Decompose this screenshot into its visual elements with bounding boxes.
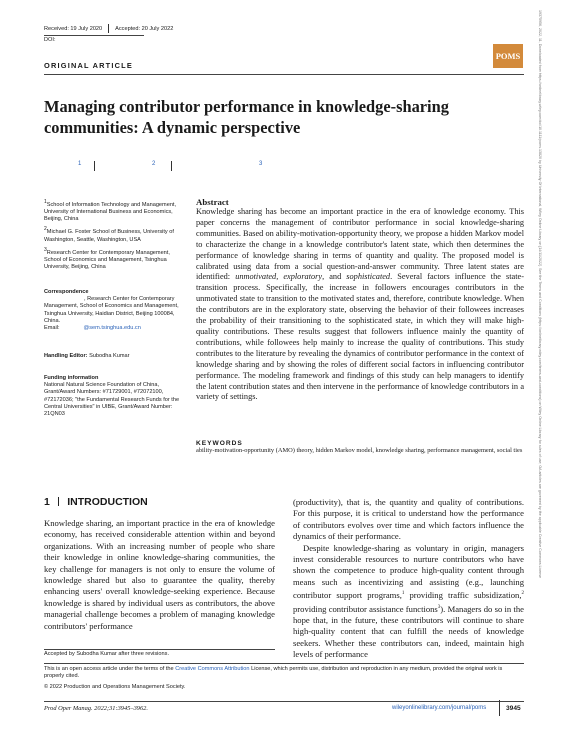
- funding-heading: Funding information: [44, 375, 99, 381]
- section-rule: [44, 74, 524, 75]
- state-exploratory: exploratory: [283, 272, 323, 282]
- page-separator: [499, 700, 500, 716]
- correspondence-heading: Correspondence: [44, 289, 89, 295]
- footnote-rule: [44, 649, 275, 650]
- poms-logo: [493, 44, 523, 68]
- article-title: [44, 96, 514, 138]
- affiliation-1: [44, 199, 184, 223]
- title-line-1: Managing contributor performance in knowledge-sharing: [44, 97, 449, 116]
- handling-editor: [44, 353, 184, 360]
- affiliation-num: 1: [44, 199, 47, 205]
- para-part: providing contributor assistance functions: [293, 603, 438, 614]
- affiliation-2: [44, 226, 184, 243]
- header-rule: [44, 35, 144, 36]
- accepted-date: Accepted: 20 July 2022: [115, 25, 174, 32]
- intro-right-column: [293, 497, 524, 660]
- license-text: [44, 666, 524, 680]
- funding-text: National Natural Science Foundation of China, Grant/Award Numbers: #71729001, #72072100, #72172036; "the Fundamental Research Funds for the Central Universities" in UIBE, Grant/Award Number: 21QN03: [44, 382, 180, 418]
- journal-url-link[interactable]: wileyonlinelibrary.com/journal/poms: [392, 705, 487, 711]
- accepted-by: Accepted by Subodha Kumar after three revisions.: [44, 651, 169, 657]
- keywords-text: ability-motivation-opportunity (AMO) theory, hidden Markov model, knowledge sharing, performance management, social ties: [196, 447, 523, 454]
- intro-right-para-1: (productivity), that is, the quantity and quality of contributions. For this purpose, it is critical to understand how the performance of contributors evolves over time and which factors influence the dynamics of their performance.: [293, 497, 524, 542]
- journal-citation: Prod Oper Manag. 2022;31:3945–3962.: [44, 705, 148, 712]
- para-part: Despite knowledge-sharing as voluntary in origin, managers invest considerable resources to nurture contributors who have shown the competence to produce high-quality content through means such as incentivizing and assisting (e.g., launching contributor support programs,: [293, 542, 524, 601]
- abstract-text: [196, 207, 524, 403]
- received-date: Received: 19 July 2020: [44, 25, 103, 32]
- abstract-block: [196, 197, 524, 403]
- section-label: ORIGINAL ARTICLE: [44, 61, 133, 70]
- page-number: 3945: [506, 705, 521, 712]
- email-link[interactable]: @sem.tsinghua.edu.cn: [83, 325, 141, 332]
- keywords-block: [196, 440, 524, 455]
- side-margin: [534, 10, 542, 735]
- affiliation-text: School of Information Technology and Management, University of International Business and Economics, Beijing, China: [44, 201, 177, 223]
- funding-block: [44, 375, 184, 418]
- license-part: This is an open access article under the terms of the: [44, 666, 176, 672]
- abstract-part: , and: [322, 272, 347, 282]
- intro-right-para-2: [293, 543, 524, 661]
- heading-separator: [58, 497, 59, 506]
- handling-editor-name: Subodha Kumar: [89, 353, 130, 359]
- affiliations: [44, 199, 184, 271]
- author-1-ref[interactable]: 1: [78, 161, 82, 167]
- abstract-part: ,: [276, 272, 284, 282]
- intro-left-column: Knowledge sharing, an important practice in the era of knowledge economy, has received considerable attention within and beyond organizations. With an increasing number of people who share their knowledge in online knowledge-sharing communities, the key challenge for managers is not only to ensure the volume of knowledge shared but also to guarantee the quality, thereby enhancing users' overall knowledge-seeking experience. Because knowledge is shared by individual users as contributors, the above managerial challenge becomes a problem of managing knowledge contributors' performance: [44, 518, 275, 631]
- correspondence-email-line: [44, 325, 184, 332]
- affiliation-text: Michael G. Foster School of Business, University of Washington, Seattle, Washington, USA: [44, 229, 174, 243]
- author-separator: [94, 161, 95, 171]
- abstract-part: Knowledge sharing has become an important practice in the era of knowledge economy. This paper concerns the management of contributor performance in social knowledge-sharing communities. Based on ability-motivation-opportunity theory, we propose a hidden Markov model to characterize the change in a knowledge contributor's latent state, which then determines the performance of knowledge sharing in terms of quantity and quality. The proposed model is calibrated using data from a social question-and-answer community. Three latent states are identified:: [196, 207, 524, 282]
- author-2-ref[interactable]: 2: [152, 161, 156, 167]
- section-number: 1: [44, 496, 50, 508]
- cc-license-link[interactable]: Creative Commons Attribution: [175, 666, 250, 672]
- affiliation-3: [44, 247, 184, 271]
- correspondence-text: , Research Center for Contemporary Management, School of Economics and Management, Tsinghua University, Haidian District, Beijing 100084, China.: [44, 296, 179, 324]
- poms-logo-text: POMS: [495, 51, 521, 61]
- license-rule: [44, 663, 524, 664]
- footer-rule: [44, 701, 524, 702]
- state-unmotivated: unmotivated: [235, 272, 277, 282]
- copyright: © 2022 Production and Operations Management Society.: [44, 684, 186, 690]
- intro-heading: [44, 496, 148, 508]
- license-part: License, which permits use, distribution and reproduction in any medium, provided the original work is properly cited.: [44, 666, 503, 680]
- correspondence-block: [44, 289, 184, 332]
- dates-line: [44, 24, 173, 33]
- affiliation-text: Research Center for Contemporary Management, School of Economics and Management, Tsinghua University, Beijing, China: [44, 249, 170, 270]
- section-title: INTRODUCTION: [67, 496, 148, 508]
- abstract-heading: Abstract: [196, 197, 229, 207]
- keywords-heading: KEYWORDS: [196, 440, 243, 447]
- footnote-ref[interactable]: 2: [521, 591, 524, 597]
- doi-label: DOI:: [44, 37, 56, 43]
- separator: [108, 24, 109, 33]
- download-notice: 19375956, 2022, 11, Downloaded from https://onlinelibrary.wiley.com/doi/10.1111/poms.13820 by University Of International, Wiley Online Library on [14/11/2022]. See the Terms and Conditions (https://onlinelibrary.wiley.com/terms-and-conditions) on Wiley Online Library for rules of use; OA articles are governed by the applicable Creative Commons License: [538, 10, 542, 579]
- title-line-2: communities: A dynamic perspective: [44, 118, 301, 137]
- handling-editor-label: Handling Editor:: [44, 353, 88, 359]
- state-sophisticated: sophisticated: [346, 272, 391, 282]
- affiliation-num: 3: [44, 246, 47, 253]
- footnote-ref[interactable]: 3: [437, 604, 441, 610]
- abstract-part: . Several factors influence the state-transition process. Specifically, the increase in followers encourages contributors in the unmotivated state to transition to the motivated states and, therefore, contribute knowledge. When the contributors are in the exploratory state, observing the behavior of their followees increases the probability of their transitioning to the sophisticated state, in which they will make high-quality contributions. These results suggest that followers influence mainly the quantity of contributions, while followees help mainly to increase the quality of contributions. This study contributes to the literature by revealing the dynamics of contributor performance in the context of knowledge sharing and by showing the roles of different social factors in influencing contributor performance. The modeling framework and findings of this study can help managers to identify the latent contribution states and then intervene in the performance of knowledge contributors in a variety of settings.: [196, 272, 524, 402]
- author-3-ref[interactable]: 3: [259, 161, 263, 167]
- author-separator: [171, 161, 172, 171]
- para-part: providing traffic subsidization,: [404, 590, 522, 601]
- journal-url[interactable]: [392, 705, 486, 711]
- affiliation-num: 2: [44, 226, 47, 233]
- footnote-ref[interactable]: 1: [401, 591, 405, 597]
- email-label: Email:: [44, 325, 60, 332]
- para-part: ). Managers do so in the hope that, in the future, these contributors will continue to share high-quality content that can fulfill the needs of knowledge seekers. Whether these contributors can, indeed, maintain high levels of performance: [293, 603, 524, 659]
